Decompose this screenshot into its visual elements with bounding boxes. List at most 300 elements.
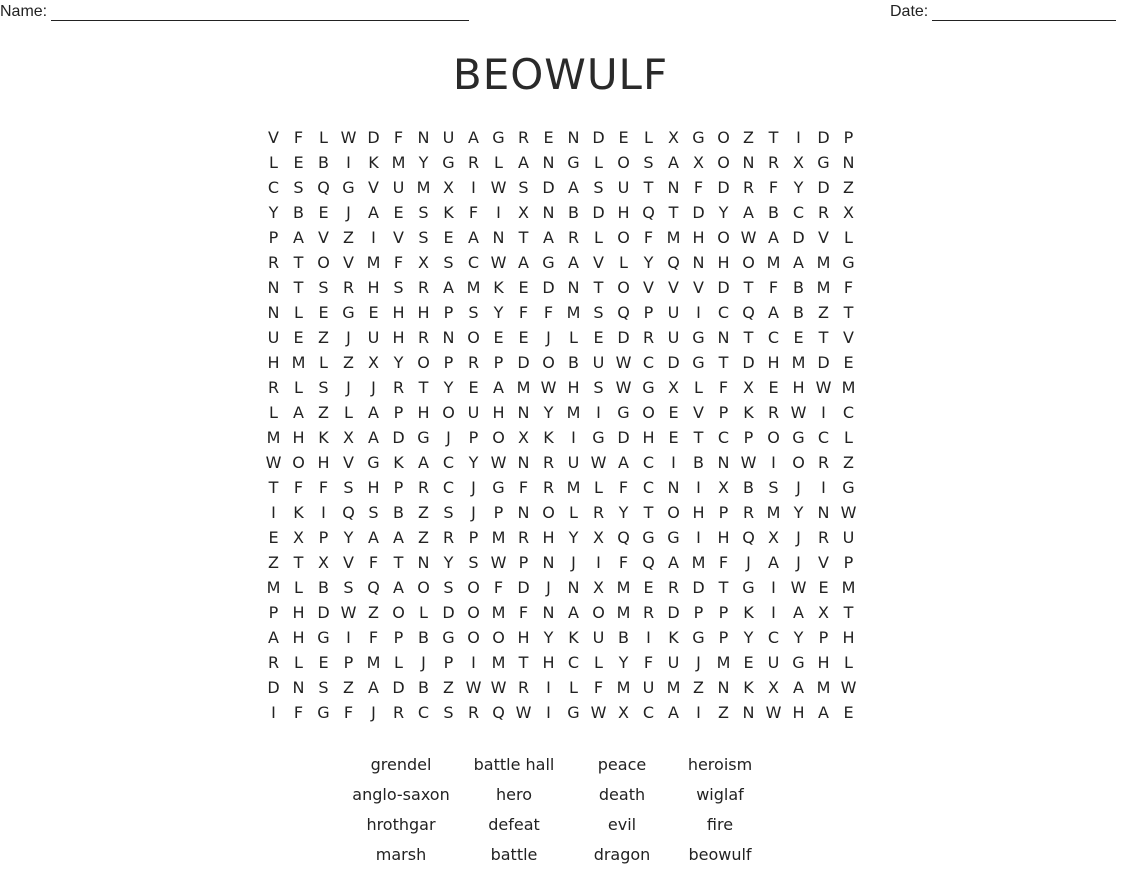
grid-letter[interactable]: W [490,453,507,472]
grid-letter[interactable]: E [318,303,329,322]
grid-letter[interactable]: L [644,128,653,147]
grid-letter[interactable]: G [567,153,580,172]
grid-letter[interactable]: M [816,278,831,297]
grid-letter[interactable]: A [668,153,679,172]
grid-letter[interactable]: A [393,528,404,547]
grid-letter[interactable]: P [268,603,279,622]
grid-letter[interactable]: Y [618,653,629,672]
grid-letter[interactable]: J [371,703,376,722]
grid-letter[interactable]: Q [617,528,630,547]
grid-letter[interactable]: O [717,228,730,247]
grid-letter[interactable]: V [818,228,829,247]
grid-letter[interactable]: B [568,353,579,372]
grid-letter[interactable]: P [268,228,279,247]
grid-letter[interactable]: G [792,653,805,672]
grid-letter[interactable]: Y [643,253,654,272]
grid-letter[interactable]: C [567,653,580,672]
grid-letter[interactable]: C [717,303,730,322]
grid-letter[interactable]: M [616,578,631,597]
grid-letter[interactable]: G [542,253,555,272]
grid-letter[interactable]: X [693,153,704,172]
grid-letter[interactable]: V [268,128,279,147]
grid-letter[interactable]: E [293,153,304,172]
grid-letter[interactable]: K [743,678,754,697]
grid-letter[interactable]: D [617,428,630,447]
grid-letter[interactable]: Q [342,503,355,522]
grid-letter[interactable]: M [566,303,581,322]
grid-letter[interactable]: T [718,353,729,372]
grid-letter[interactable]: F [293,128,304,147]
grid-letter[interactable]: V [318,228,329,247]
grid-letter[interactable]: I [771,453,776,472]
grid-letter[interactable]: K [493,278,504,297]
grid-letter[interactable]: E [293,328,304,347]
grid-letter[interactable]: P [393,478,404,497]
grid-letter[interactable]: R [267,653,280,672]
grid-letter[interactable]: I [771,578,776,597]
grid-letter[interactable]: N [517,453,530,472]
grid-letter[interactable]: V [343,553,354,572]
grid-letter[interactable]: F [643,228,654,247]
grid-letter[interactable]: R [817,203,830,222]
grid-letter[interactable]: B [693,453,704,472]
grid-letter[interactable]: S [343,578,354,597]
grid-letter[interactable]: I [471,653,476,672]
grid-letter[interactable]: J [346,203,351,222]
grid-letter[interactable]: F [518,478,529,497]
grid-letter[interactable]: H [392,328,405,347]
grid-letter[interactable]: R [417,278,430,297]
grid-letter[interactable]: C [717,428,730,447]
grid-letter[interactable]: N [667,178,680,197]
grid-letter[interactable]: P [493,503,504,522]
name-field[interactable] [0,2,469,21]
grid-letter[interactable]: G [817,153,830,172]
grid-letter[interactable]: Z [343,353,354,372]
grid-letter[interactable]: L [594,228,603,247]
grid-letter[interactable]: H [367,278,380,297]
grid-letter[interactable]: H [617,203,630,222]
grid-letter[interactable]: C [767,328,780,347]
grid-letter[interactable]: O [292,453,305,472]
grid-letter[interactable]: F [518,603,529,622]
grid-letter[interactable]: Y [718,203,729,222]
grid-letter[interactable]: G [667,528,680,547]
grid-letter[interactable]: A [793,678,804,697]
grid-letter[interactable]: I [771,603,776,622]
grid-letter[interactable]: C [642,353,655,372]
grid-letter[interactable]: L [419,603,428,622]
grid-letter[interactable]: A [468,128,479,147]
grid-letter[interactable]: P [693,603,704,622]
grid-letter[interactable]: D [717,278,730,297]
grid-letter[interactable]: C [817,428,830,447]
grid-letter[interactable]: D [267,678,280,697]
grid-letter[interactable]: Q [642,553,655,572]
grid-letter[interactable]: R [767,403,780,422]
name-line[interactable] [51,2,469,21]
grid-letter[interactable]: A [568,178,579,197]
grid-letter[interactable]: D [617,328,630,347]
grid-letter[interactable]: E [818,578,829,597]
grid-letter[interactable]: K [743,603,754,622]
grid-letter[interactable]: A [368,528,379,547]
grid-letter[interactable]: I [546,678,551,697]
grid-letter[interactable]: D [817,128,830,147]
grid-letter[interactable]: P [518,553,529,572]
grid-letter[interactable]: F [718,553,729,572]
grid-letter[interactable]: V [693,403,704,422]
grid-letter[interactable]: X [368,353,379,372]
grid-letter[interactable]: F [493,578,504,597]
grid-letter[interactable]: T [768,128,779,147]
grid-letter[interactable]: M [616,678,631,697]
grid-letter[interactable]: M [416,178,431,197]
grid-letter[interactable]: W [590,703,607,722]
grid-letter[interactable]: A [768,228,779,247]
grid-letter[interactable]: X [668,128,679,147]
grid-letter[interactable]: W [490,553,507,572]
grid-letter[interactable]: N [417,553,430,572]
grid-letter[interactable]: M [666,678,681,697]
grid-letter[interactable]: U [667,653,680,672]
grid-letter[interactable]: B [293,203,304,222]
grid-letter[interactable]: W [765,703,782,722]
grid-letter[interactable]: T [518,228,529,247]
grid-letter[interactable]: Y [493,303,504,322]
grid-letter[interactable]: O [467,328,480,347]
grid-letter[interactable]: B [793,303,804,322]
grid-letter[interactable]: F [318,478,329,497]
grid-letter[interactable]: Y [468,453,479,472]
grid-letter[interactable]: Z [318,403,329,422]
grid-letter[interactable]: A [418,453,429,472]
grid-letter[interactable]: J [471,503,476,522]
grid-letter[interactable]: L [844,653,853,672]
grid-letter[interactable]: Z [318,328,329,347]
grid-letter[interactable]: H [792,703,805,722]
grid-letter[interactable]: U [567,453,580,472]
grid-letter[interactable]: N [292,678,305,697]
grid-letter[interactable]: E [843,703,854,722]
grid-letter[interactable]: E [793,328,804,347]
grid-letter[interactable]: G [417,428,430,447]
grid-letter[interactable]: D [692,203,705,222]
grid-letter[interactable]: M [616,603,631,622]
grid-letter[interactable]: N [567,278,580,297]
grid-letter[interactable]: N [417,128,430,147]
grid-letter[interactable]: Y [793,503,804,522]
grid-letter[interactable]: D [817,178,830,197]
grid-letter[interactable]: R [742,178,755,197]
grid-letter[interactable]: E [468,378,479,397]
grid-letter[interactable]: H [542,653,555,672]
grid-letter[interactable]: N [442,328,455,347]
grid-letter[interactable]: P [443,653,454,672]
grid-letter[interactable]: E [668,403,679,422]
grid-letter[interactable]: Q [642,203,655,222]
grid-letter[interactable]: D [392,678,405,697]
grid-letter[interactable]: M [291,353,306,372]
grid-letter[interactable]: G [342,303,355,322]
grid-letter[interactable]: P [718,628,729,647]
grid-letter[interactable]: T [418,378,429,397]
grid-letter[interactable]: L [294,653,303,672]
grid-letter[interactable]: O [717,128,730,147]
grid-letter[interactable]: A [518,153,529,172]
grid-letter[interactable]: E [493,328,504,347]
grid-letter[interactable]: A [268,628,279,647]
grid-letter[interactable]: A [818,703,829,722]
grid-letter[interactable]: I [371,228,376,247]
grid-letter[interactable]: L [569,328,578,347]
grid-letter[interactable]: G [367,453,380,472]
grid-letter[interactable]: A [768,303,779,322]
grid-letter[interactable]: M [791,353,806,372]
grid-letter[interactable]: Z [268,553,279,572]
grid-letter[interactable]: G [617,403,630,422]
grid-letter[interactable]: U [767,653,780,672]
grid-letter[interactable]: W [465,678,482,697]
grid-letter[interactable]: G [342,178,355,197]
grid-letter[interactable]: C [442,453,455,472]
grid-letter[interactable]: D [542,278,555,297]
grid-letter[interactable]: R [567,228,580,247]
grid-letter[interactable]: O [492,628,505,647]
grid-letter[interactable]: X [418,253,429,272]
grid-letter[interactable]: N [492,228,505,247]
grid-letter[interactable]: N [517,403,530,422]
grid-letter[interactable]: L [594,153,603,172]
grid-letter[interactable]: H [792,378,805,397]
grid-letter[interactable]: Y [418,153,429,172]
grid-letter[interactable]: R [467,153,480,172]
grid-letter[interactable]: M [816,678,831,697]
grid-letter[interactable]: W [790,403,807,422]
grid-letter[interactable]: O [592,603,605,622]
grid-letter[interactable]: H [692,503,705,522]
grid-letter[interactable]: L [844,228,853,247]
grid-letter[interactable]: A [768,553,779,572]
grid-letter[interactable]: H [267,353,280,372]
grid-letter[interactable]: G [317,703,330,722]
grid-letter[interactable]: J [796,553,801,572]
grid-letter[interactable]: P [818,628,829,647]
grid-letter[interactable]: H [292,603,305,622]
grid-letter[interactable]: S [418,228,429,247]
grid-letter[interactable]: S [368,503,379,522]
grid-letter[interactable]: R [642,603,655,622]
grid-letter[interactable]: R [592,503,605,522]
grid-letter[interactable]: N [542,603,555,622]
grid-letter[interactable]: N [567,128,580,147]
grid-letter[interactable]: I [821,403,826,422]
grid-letter[interactable]: I [546,703,551,722]
grid-letter[interactable]: H [292,428,305,447]
grid-letter[interactable]: P [493,353,504,372]
grid-letter[interactable]: W [340,603,357,622]
grid-letter[interactable]: X [668,378,679,397]
grid-letter[interactable]: S [593,378,604,397]
grid-letter[interactable]: I [821,478,826,497]
grid-letter[interactable]: D [592,128,605,147]
grid-letter[interactable]: M [766,253,781,272]
grid-letter[interactable]: N [267,278,280,297]
grid-letter[interactable]: Z [743,128,754,147]
grid-letter[interactable]: R [342,278,355,297]
grid-letter[interactable]: T [293,278,304,297]
grid-letter[interactable]: Q [317,178,330,197]
grid-letter[interactable]: S [443,578,454,597]
grid-letter[interactable]: Z [343,228,354,247]
grid-letter[interactable]: A [293,403,304,422]
grid-letter[interactable]: O [392,603,405,622]
grid-letter[interactable]: F [293,703,304,722]
grid-letter[interactable]: U [667,303,680,322]
grid-letter[interactable]: W [265,453,282,472]
grid-letter[interactable]: W [840,678,857,697]
grid-letter[interactable]: L [294,378,303,397]
grid-letter[interactable]: H [292,628,305,647]
grid-letter[interactable]: R [542,478,555,497]
grid-letter[interactable]: G [742,578,755,597]
grid-letter[interactable]: E [743,653,754,672]
grid-letter[interactable]: Z [418,528,429,547]
grid-letter[interactable]: T [593,278,604,297]
grid-letter[interactable]: H [817,653,830,672]
grid-letter[interactable]: Z [818,303,829,322]
grid-letter[interactable]: I [696,703,701,722]
grid-letter[interactable]: G [792,428,805,447]
grid-letter[interactable]: T [643,178,654,197]
grid-letter[interactable]: D [667,353,680,372]
grid-letter[interactable]: W [790,578,807,597]
grid-letter[interactable]: I [271,703,276,722]
grid-letter[interactable]: A [443,278,454,297]
grid-letter[interactable]: O [417,353,430,372]
grid-letter[interactable]: F [468,203,479,222]
grid-letter[interactable]: R [667,578,680,597]
grid-letter[interactable]: N [717,678,730,697]
grid-letter[interactable]: M [841,578,856,597]
grid-letter[interactable]: D [442,603,455,622]
grid-letter[interactable]: T [743,328,754,347]
grid-letter[interactable]: K [743,403,754,422]
grid-letter[interactable]: L [294,578,303,597]
grid-letter[interactable]: O [442,403,455,422]
grid-letter[interactable]: N [717,328,730,347]
grid-letter[interactable]: H [317,453,330,472]
grid-letter[interactable]: J [796,528,801,547]
grid-letter[interactable]: G [642,378,655,397]
grid-letter[interactable]: D [517,353,530,372]
grid-letter[interactable]: H [692,228,705,247]
grid-letter[interactable]: E [393,203,404,222]
grid-letter[interactable]: H [567,378,580,397]
grid-letter[interactable]: N [542,203,555,222]
grid-letter[interactable]: P [718,503,729,522]
grid-letter[interactable]: V [668,278,679,297]
grid-letter[interactable]: P [743,428,754,447]
grid-letter[interactable]: I [496,203,501,222]
grid-letter[interactable]: F [843,278,854,297]
grid-letter[interactable]: R [517,678,530,697]
grid-letter[interactable]: C [642,703,655,722]
grid-letter[interactable]: F [343,703,354,722]
grid-letter[interactable]: A [618,453,629,472]
grid-letter[interactable]: K [543,428,554,447]
grid-letter[interactable]: O [467,578,480,597]
grid-letter[interactable]: T [843,303,854,322]
grid-letter[interactable]: M [366,653,381,672]
grid-letter[interactable]: Y [793,178,804,197]
grid-letter[interactable]: T [668,203,679,222]
grid-letter[interactable]: I [696,303,701,322]
grid-letter[interactable]: S [443,703,454,722]
grid-letter[interactable]: O [617,278,630,297]
grid-letter[interactable]: Q [667,253,680,272]
grid-letter[interactable]: I [646,628,651,647]
grid-letter[interactable]: L [594,478,603,497]
grid-letter[interactable]: L [494,153,503,172]
grid-letter[interactable]: I [796,128,801,147]
grid-letter[interactable]: A [518,253,529,272]
grid-letter[interactable]: C [267,178,280,197]
grid-letter[interactable]: E [668,428,679,447]
grid-letter[interactable]: T [818,328,829,347]
grid-letter[interactable]: Q [617,303,630,322]
grid-letter[interactable]: S [318,278,329,297]
grid-letter[interactable]: D [742,353,755,372]
grid-letter[interactable]: C [467,253,480,272]
grid-letter[interactable]: E [593,328,604,347]
grid-letter[interactable]: J [546,578,551,597]
grid-letter[interactable]: G [842,478,855,497]
grid-letter[interactable]: H [767,353,780,372]
grid-letter[interactable]: D [792,228,805,247]
grid-letter[interactable]: M [816,253,831,272]
grid-letter[interactable]: U [642,678,655,697]
grid-letter[interactable]: J [346,328,351,347]
grid-letter[interactable]: G [442,153,455,172]
grid-letter[interactable]: I [596,403,601,422]
grid-letter[interactable]: R [642,328,655,347]
grid-letter[interactable]: R [267,253,280,272]
grid-letter[interactable]: N [842,153,855,172]
grid-letter[interactable]: M [266,578,281,597]
grid-letter[interactable]: O [417,578,430,597]
grid-letter[interactable]: E [268,528,279,547]
grid-letter[interactable]: M [691,553,706,572]
grid-letter[interactable]: C [417,703,430,722]
grid-letter[interactable]: Q [742,528,755,547]
grid-letter[interactable]: A [568,603,579,622]
grid-letter[interactable]: J [446,428,451,447]
grid-letter[interactable]: W [615,353,632,372]
grid-letter[interactable]: A [743,203,754,222]
grid-letter[interactable]: L [569,678,578,697]
grid-letter[interactable]: U [267,328,280,347]
grid-letter[interactable]: C [767,628,780,647]
grid-letter[interactable]: A [793,603,804,622]
grid-letter[interactable]: Y [743,628,754,647]
grid-letter[interactable]: R [267,378,280,397]
grid-letter[interactable]: F [393,253,404,272]
grid-letter[interactable]: X [743,378,754,397]
grid-letter[interactable]: T [293,253,304,272]
grid-letter[interactable]: L [319,353,328,372]
grid-letter[interactable]: W [840,503,857,522]
